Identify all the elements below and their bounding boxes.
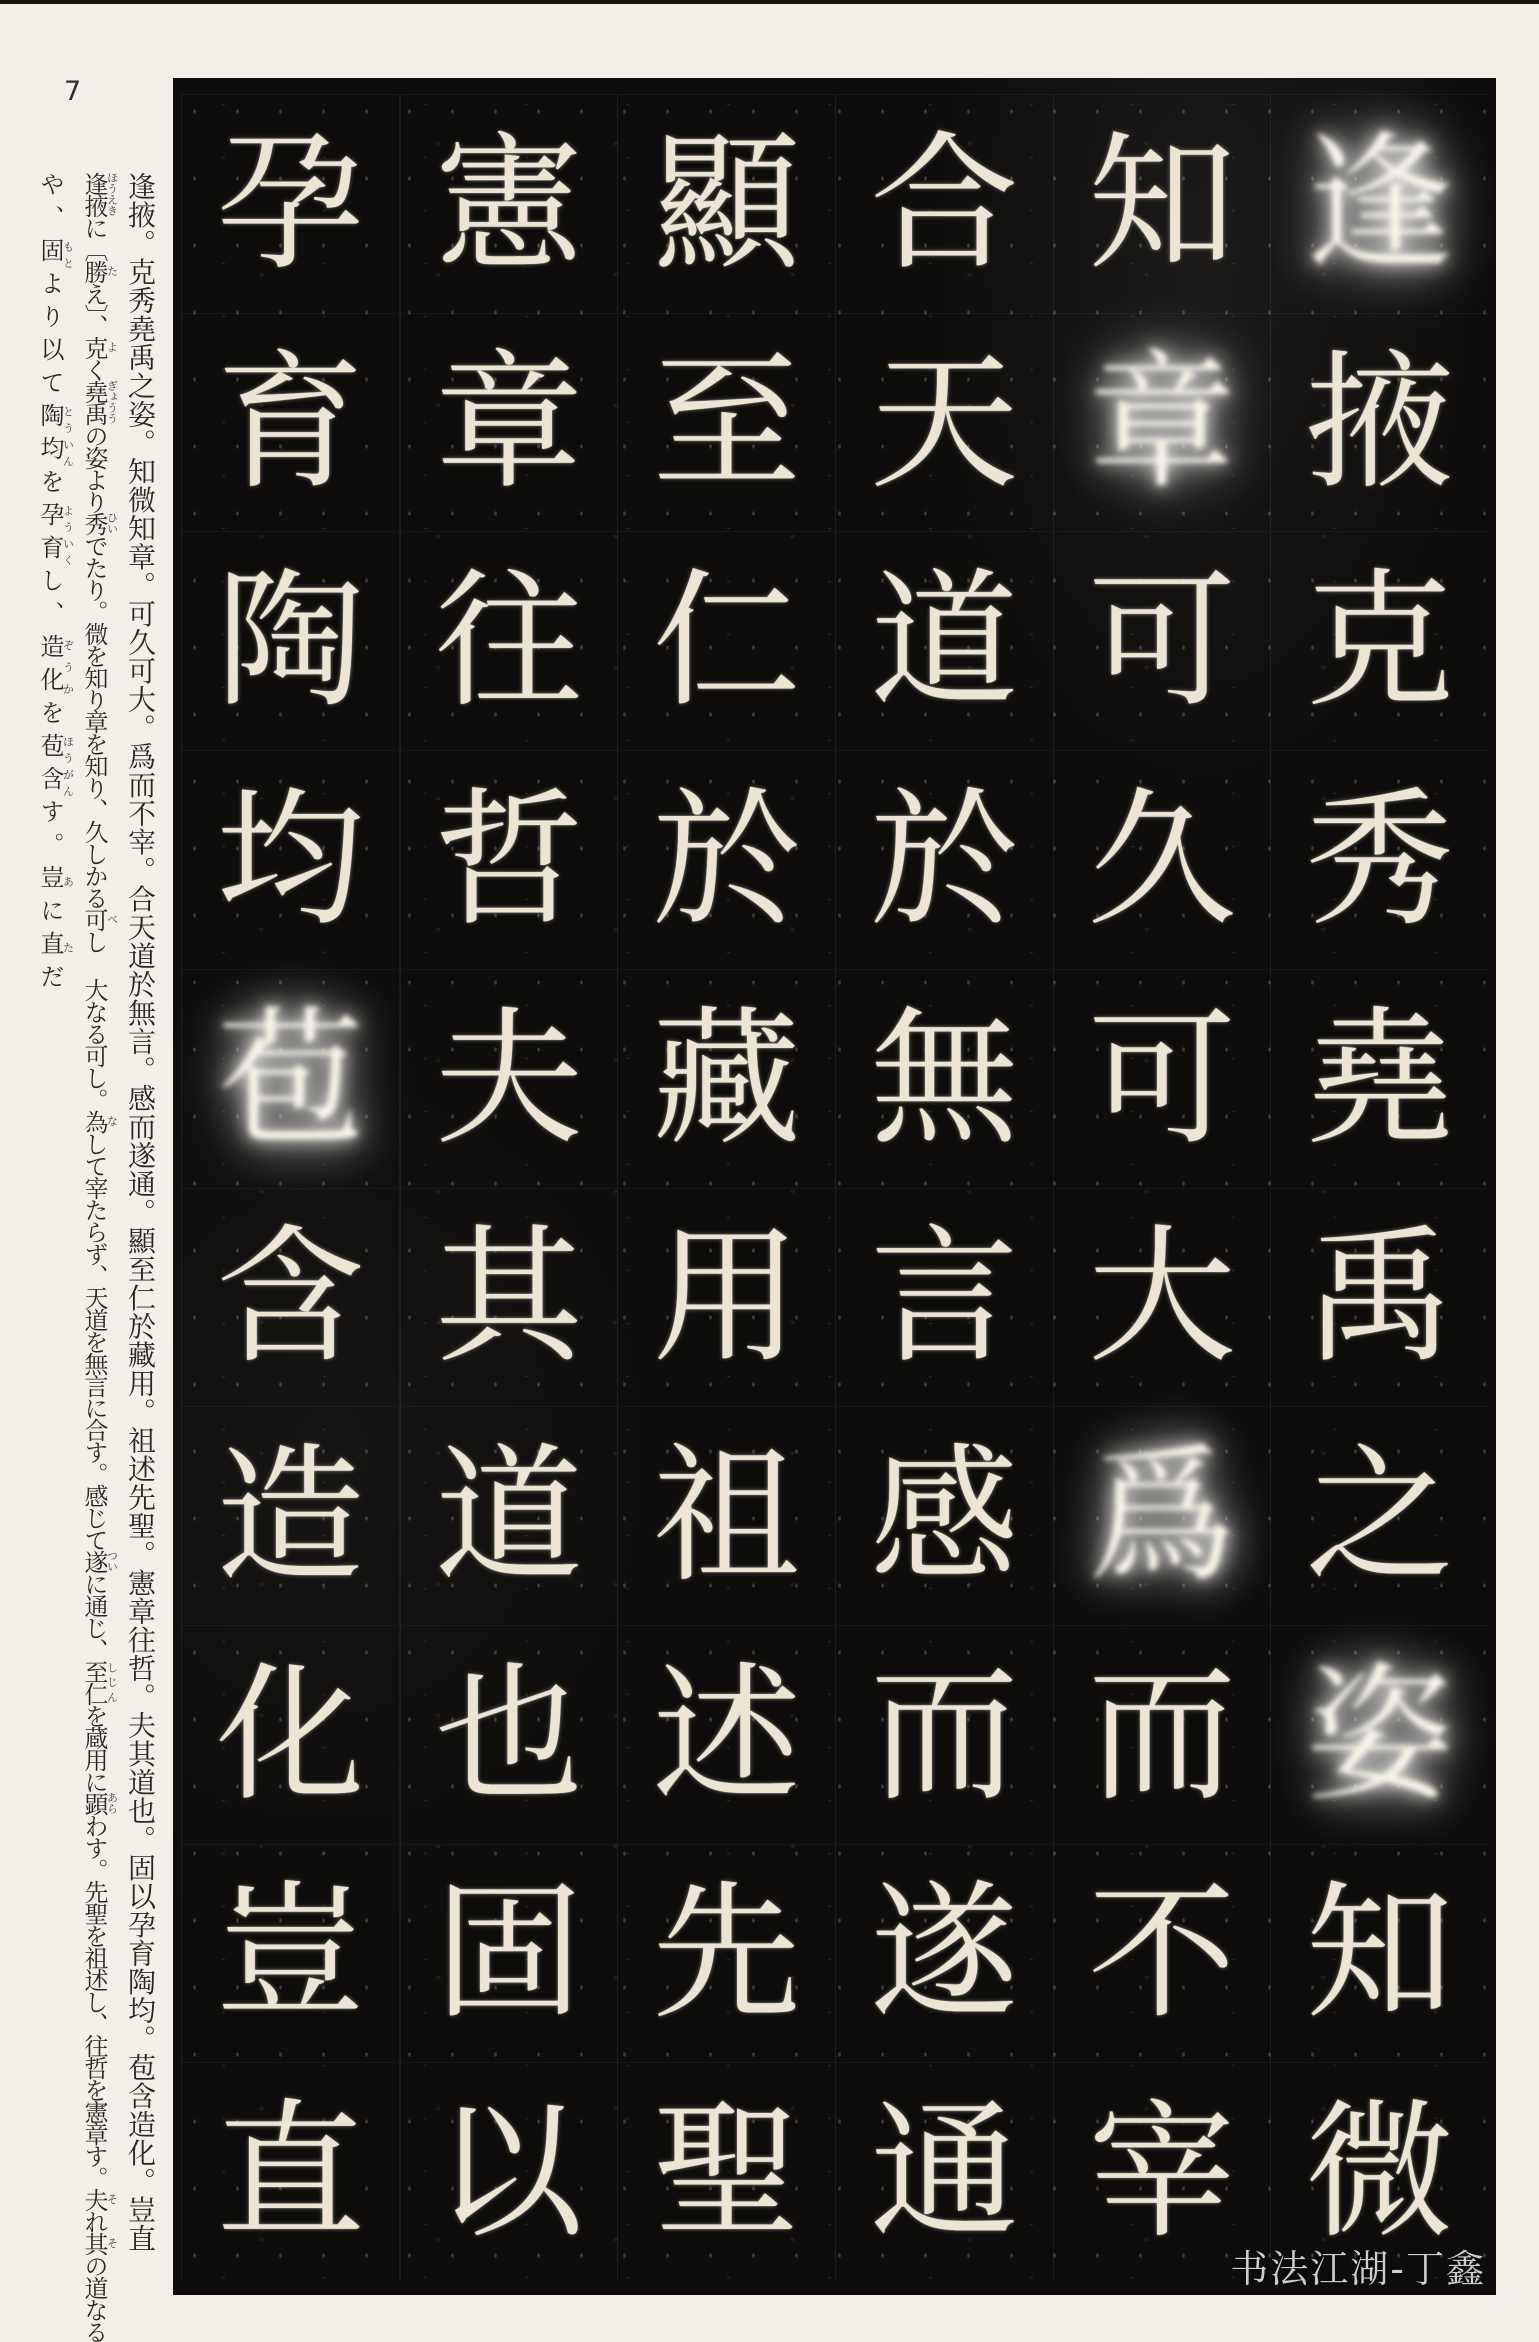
furigana-ruby: 堯禹ぎょうう bbox=[80, 380, 119, 424]
calligraphy-char bbox=[618, 1844, 835, 2063]
calligraphy-char bbox=[401, 2062, 618, 2281]
calligraphy-char bbox=[182, 1406, 399, 1625]
calligraphy-char bbox=[401, 94, 618, 313]
calligraphy-glyph: 陶 bbox=[216, 555, 365, 728]
furigana-ruby: 夫そ bbox=[80, 2188, 119, 2210]
calligraphy-glyph: 微 bbox=[1305, 2086, 1454, 2259]
furigana-ruby: 秀ひい bbox=[80, 512, 119, 534]
calligraphy-glyph: 知 bbox=[1087, 117, 1236, 290]
calligraphy-char bbox=[836, 531, 1053, 750]
calligraphy-glyph: 仁 bbox=[652, 555, 801, 728]
calligraphy-glyph: 宰 bbox=[1087, 2086, 1236, 2259]
calligraphy-glyph: 姿 bbox=[1305, 1648, 1454, 1821]
calligraphy-glyph: 藏 bbox=[652, 992, 801, 1165]
calligraphy-glyph: 無 bbox=[870, 992, 1019, 1165]
calligraphy-char bbox=[182, 531, 399, 750]
calligraphy-char bbox=[182, 1844, 399, 2063]
calligraphy-char bbox=[1271, 531, 1488, 750]
calligraphy-glyph: 通 bbox=[870, 2086, 1019, 2259]
calligraphy-char bbox=[836, 750, 1053, 969]
calligraphy-glyph: 可 bbox=[1087, 555, 1236, 728]
kanbun-transcription-column: 逢掖。克秀堯禹之姿。知微知章。可久可大。爲而不宰。合天道於無言。感而遂通。顯至仁於藏用。祖述先聖。憲章往哲。夫其道也。固以孕育陶均。苞含造化。豈直 bbox=[124, 172, 157, 2253]
watermark-text: 书法江湖-丁鑫 bbox=[1230, 2247, 1486, 2291]
calligraphy-glyph: 感 bbox=[870, 1430, 1019, 1603]
calligraphy-char bbox=[836, 94, 1053, 313]
rubbing-plate bbox=[173, 78, 1496, 2295]
calligraphy-char bbox=[836, 1844, 1053, 2063]
calligraphy-glyph: 至 bbox=[652, 336, 801, 509]
calligraphy-char bbox=[401, 969, 618, 1188]
calligraphy-char bbox=[836, 1625, 1053, 1844]
calligraphy-glyph: 知 bbox=[1305, 1867, 1454, 2040]
calligraphy-char bbox=[1054, 969, 1271, 1188]
furigana-ruby: 孕育よういく bbox=[36, 502, 75, 568]
calligraphy-glyph: 化 bbox=[216, 1648, 365, 1821]
calligraphy-glyph: 育 bbox=[216, 336, 365, 509]
furigana-ruby: 逢掖ほうえき bbox=[80, 172, 119, 216]
calligraphy-glyph: 以 bbox=[434, 2086, 583, 2259]
calligraphy-char bbox=[1271, 1625, 1488, 1844]
calligraphy-glyph: 直 bbox=[216, 2086, 365, 2259]
furigana-ruby: 至仁しじん bbox=[80, 1660, 119, 1704]
calligraphy-char bbox=[182, 1625, 399, 1844]
calligraphy-glyph: 道 bbox=[434, 1430, 583, 1603]
calligraphy-char bbox=[182, 2062, 399, 2281]
calligraphy-char bbox=[1271, 969, 1488, 1188]
page-number: 7 bbox=[64, 76, 82, 107]
calligraphy-column-2 bbox=[1053, 94, 1271, 2281]
calligraphy-glyph: 逢 bbox=[1305, 117, 1454, 290]
calligraphy-column-6 bbox=[181, 94, 400, 2281]
calligraphy-column-4 bbox=[617, 94, 835, 2281]
furigana-ruby: 為な bbox=[80, 1110, 119, 1132]
calligraphy-char bbox=[1054, 1406, 1271, 1625]
calligraphy-glyph: 於 bbox=[652, 773, 801, 946]
calligraphy-char bbox=[1054, 94, 1271, 313]
calligraphy-glyph: 含 bbox=[216, 1211, 365, 1384]
calligraphy-glyph: 章 bbox=[1087, 336, 1236, 509]
calligraphy-char bbox=[401, 1844, 618, 2063]
calligraphy-glyph: 孕 bbox=[216, 117, 365, 290]
calligraphy-glyph: 之 bbox=[1305, 1430, 1454, 1603]
calligraphy-glyph: 言 bbox=[870, 1211, 1019, 1384]
calligraphy-glyph: 於 bbox=[870, 773, 1019, 946]
calligraphy-glyph: 章 bbox=[434, 336, 583, 509]
furigana-ruby: 造化ぞうか bbox=[36, 634, 75, 700]
calligraphy-glyph: 不 bbox=[1087, 1867, 1236, 2040]
calligraphy-glyph: 述 bbox=[652, 1648, 801, 1821]
calligraphy-glyph: 天 bbox=[870, 336, 1019, 509]
calligraphy-char bbox=[1271, 1844, 1488, 2063]
calligraphy-char bbox=[182, 94, 399, 313]
calligraphy-glyph: 道 bbox=[870, 555, 1019, 728]
calligraphy-char bbox=[182, 313, 399, 532]
calligraphy-glyph: 哲 bbox=[434, 773, 583, 946]
calligraphy-glyph: 豈 bbox=[216, 1867, 365, 2040]
calligraphy-column-1 bbox=[1270, 94, 1488, 2281]
calligraphy-glyph: 顯 bbox=[652, 117, 801, 290]
calligraphy-glyph: 先 bbox=[652, 1867, 801, 2040]
calligraphy-glyph: 禹 bbox=[1305, 1211, 1454, 1384]
calligraphy-char bbox=[182, 1188, 399, 1407]
calligraphy-column-5 bbox=[400, 94, 618, 2281]
calligraphy-char bbox=[1271, 94, 1488, 313]
calligraphy-char bbox=[1054, 750, 1271, 969]
calligraphy-char bbox=[618, 1625, 835, 1844]
calligraphy-char bbox=[1271, 313, 1488, 532]
calligraphy-char bbox=[1271, 1188, 1488, 1407]
calligraphy-glyph: 固 bbox=[434, 1867, 583, 2040]
furigana-ruby: 豈あ bbox=[36, 865, 75, 898]
calligraphy-char bbox=[182, 750, 399, 969]
calligraphy-char bbox=[401, 313, 618, 532]
furigana-ruby: 可べ bbox=[80, 908, 119, 930]
calligraphy-char bbox=[1054, 531, 1271, 750]
calligraphy-glyph: 爲 bbox=[1087, 1430, 1236, 1603]
calligraphy-char bbox=[836, 313, 1053, 532]
furigana-ruby: 顕あら bbox=[80, 1792, 119, 1814]
calligraphy-char bbox=[1054, 313, 1271, 532]
furigana-ruby: 苞含ほうがん bbox=[36, 733, 75, 799]
calligraphy-char bbox=[836, 2062, 1053, 2281]
calligraphy-char bbox=[401, 531, 618, 750]
calligraphy-glyph: 憲 bbox=[434, 117, 583, 290]
calligraphy-char bbox=[618, 2062, 835, 2281]
calligraphy-glyph: 大 bbox=[1087, 1211, 1236, 1384]
calligraphy-glyph: 祖 bbox=[652, 1430, 801, 1603]
calligraphy-glyph: 而 bbox=[1087, 1648, 1236, 1821]
kundoku-column-1: 逢掖ほうえきに〔勝たえ〕、克よく堯禹ぎょううの姿より秀ひいでたり。微を知り章を知り、久しかる可べし 大なる可し。為なして宰たらず、天道を無言に合す。感じて遂ついに通じ、至仁しじんを蔵用に顕あらわす。先聖を祖述し、往哲を憲章す。夫それ其その道なる bbox=[80, 172, 119, 2342]
calligraphy-glyph: 苞 bbox=[216, 992, 365, 1165]
calligraphy-char bbox=[618, 750, 835, 969]
calligraphy-glyph: 其 bbox=[434, 1211, 583, 1384]
calligraphy-glyph: 均 bbox=[216, 773, 365, 946]
calligraphy-char bbox=[618, 313, 835, 532]
calligraphy-char bbox=[401, 1625, 618, 1844]
calligraphy-char bbox=[618, 1406, 835, 1625]
furigana-ruby: 勝た bbox=[80, 260, 119, 282]
scan-edge-strip bbox=[0, 0, 1539, 4]
calligraphy-glyph: 久 bbox=[1087, 773, 1236, 946]
calligraphy-glyph: 合 bbox=[870, 117, 1019, 290]
calligraphy-glyph: 也 bbox=[434, 1648, 583, 1821]
calligraphy-char bbox=[401, 1406, 618, 1625]
calligraphy-char bbox=[1271, 1406, 1488, 1625]
furigana-ruby: 直た bbox=[36, 931, 75, 964]
calligraphy-char bbox=[618, 531, 835, 750]
calligraphy-glyph: 秀 bbox=[1305, 773, 1454, 946]
calligraphy-char bbox=[836, 969, 1053, 1188]
calligraphy-glyph: 遂 bbox=[870, 1867, 1019, 2040]
furigana-ruby: 其そ bbox=[80, 2232, 119, 2254]
calligraphy-grid bbox=[181, 94, 1488, 2281]
calligraphy-char bbox=[1271, 750, 1488, 969]
calligraphy-column-3 bbox=[835, 94, 1053, 2281]
furigana-ruby: 陶均とういん bbox=[36, 403, 75, 469]
calligraphy-glyph: 克 bbox=[1305, 555, 1454, 728]
calligraphy-char bbox=[836, 1188, 1053, 1407]
calligraphy-char bbox=[1054, 1188, 1271, 1407]
calligraphy-char bbox=[401, 1188, 618, 1407]
calligraphy-char bbox=[618, 94, 835, 313]
furigana-ruby: 固もと bbox=[36, 238, 75, 271]
calligraphy-glyph: 聖 bbox=[652, 2086, 801, 2259]
calligraphy-glyph: 掖 bbox=[1305, 336, 1454, 509]
calligraphy-char bbox=[182, 969, 399, 1188]
calligraphy-glyph: 往 bbox=[434, 555, 583, 728]
calligraphy-char bbox=[1054, 1844, 1271, 2063]
calligraphy-char bbox=[836, 1406, 1053, 1625]
calligraphy-glyph: 用 bbox=[652, 1211, 801, 1384]
calligraphy-glyph: 堯 bbox=[1305, 992, 1454, 1165]
calligraphy-glyph: 可 bbox=[1087, 992, 1236, 1165]
calligraphy-char bbox=[1054, 1625, 1271, 1844]
calligraphy-char bbox=[401, 750, 618, 969]
calligraphy-char bbox=[618, 969, 835, 1188]
calligraphy-glyph: 夫 bbox=[434, 992, 583, 1165]
calligraphy-glyph: 而 bbox=[870, 1648, 1019, 1821]
calligraphy-glyph: 造 bbox=[216, 1430, 365, 1603]
furigana-ruby: 克よ bbox=[80, 336, 119, 358]
calligraphy-char bbox=[618, 1188, 835, 1407]
kundoku-column-2: や、固もとより以て陶均とういんを孕育よういくし、造化ぞうかを苞含ほうがんす。豈あに直ただ bbox=[36, 172, 75, 997]
furigana-ruby: 遂つい bbox=[80, 1550, 119, 1572]
